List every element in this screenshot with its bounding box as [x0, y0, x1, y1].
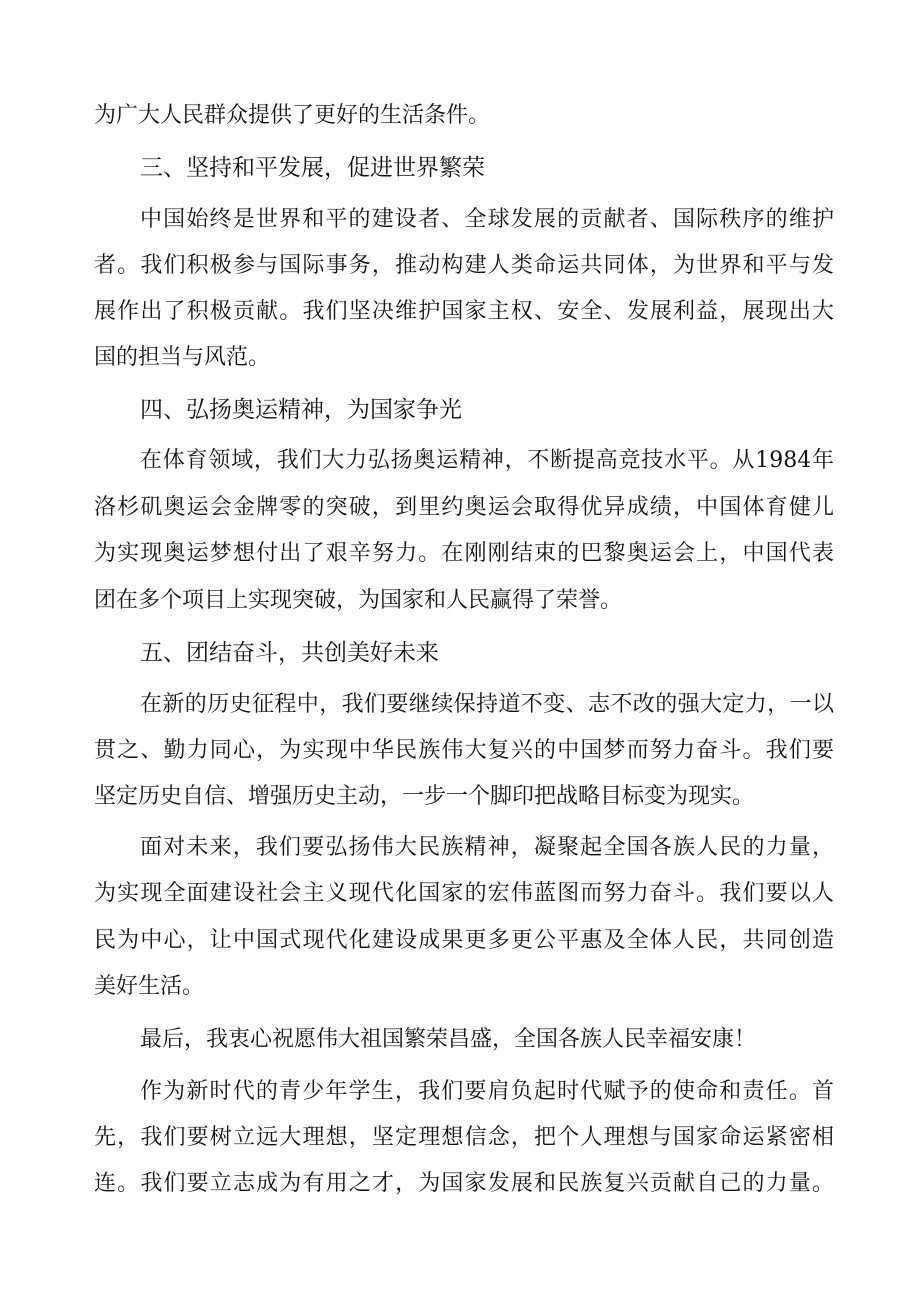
paragraph-line: 团在多个项目上实现突破，为国家和人民赢得了荣誉。 [94, 588, 623, 613]
paragraph-line: 者。我们积极参与国际事务，推动构建人类命运共同体，为世界和平与发 [94, 253, 834, 278]
paragraph-line: 在新的历史征程中，我们要继续保持道不变、志不改的强大定力，一以 [140, 692, 834, 717]
paragraph-line: 连。我们要立志成为有用之才，为国家发展和民族复兴贡献自己的力量。 [94, 1171, 834, 1196]
paragraph-line: 作为新时代的青少年学生，我们要肩负起时代赋予的使命和责任。首 [140, 1079, 834, 1104]
paragraph-line: 美好生活。 [94, 974, 205, 999]
paragraph-line: 最后，我衷心祝愿伟大祖国繁荣昌盛，全国各族人民幸福安康！ [140, 1027, 757, 1052]
paragraph-line: 坚定历史自信、增强历史主动，一步一个脚印把战略目标变为现实。 [94, 784, 755, 809]
paragraph-line: 为实现奥运梦想付出了艰辛努力。在刚刚结束的巴黎奥运会上，中国代表 [94, 541, 834, 566]
paragraph-line: 面对未来，我们要弘扬伟大民族精神，凝聚起全国各族人民的力量， [140, 835, 834, 860]
section-heading-3: 三、坚持和平发展，促进世界繁荣 [140, 155, 485, 181]
paragraph-line: 国的担当与风范。 [94, 345, 271, 370]
paragraph-line: 贯之、勤力同心，为实现中华民族伟大复兴的中国梦而努力奋斗。我们要 [94, 738, 834, 763]
section-heading-5: 五、团结奋斗，共创美好未来 [140, 640, 439, 666]
paragraph-line: 洛杉矶奥运会金牌零的突破，到里约奥运会取得优异成绩，中国体育健儿 [94, 495, 834, 520]
paragraph-line: 民为中心，让中国式现代化建设成果更多更公平惠及全体人民，共同创造 [94, 928, 834, 953]
paragraph-line: 展作出了积极贡献。我们坚决维护国家主权、安全、发展利益，展现出大 [94, 299, 834, 324]
paragraph-line: 为广大人民群众提供了更好的生活条件。 [94, 103, 491, 128]
section-heading-4: 四、弘扬奥运精神，为国家争光 [140, 397, 462, 423]
paragraph-line: 在体育领域，我们大力弘扬奥运精神，不断提高竞技水平。从1984年 [140, 448, 834, 473]
paragraph-line: 中国始终是世界和平的建设者、全球发展的贡献者、国际秩序的维护 [140, 207, 834, 232]
paragraph-line: 为实现全面建设社会主义现代化国家的宏伟蓝图而努力奋斗。我们要以人 [94, 881, 834, 906]
paragraph-line: 先，我们要树立远大理想，坚定理想信念，把个人理想与国家命运紧密相 [94, 1125, 834, 1150]
